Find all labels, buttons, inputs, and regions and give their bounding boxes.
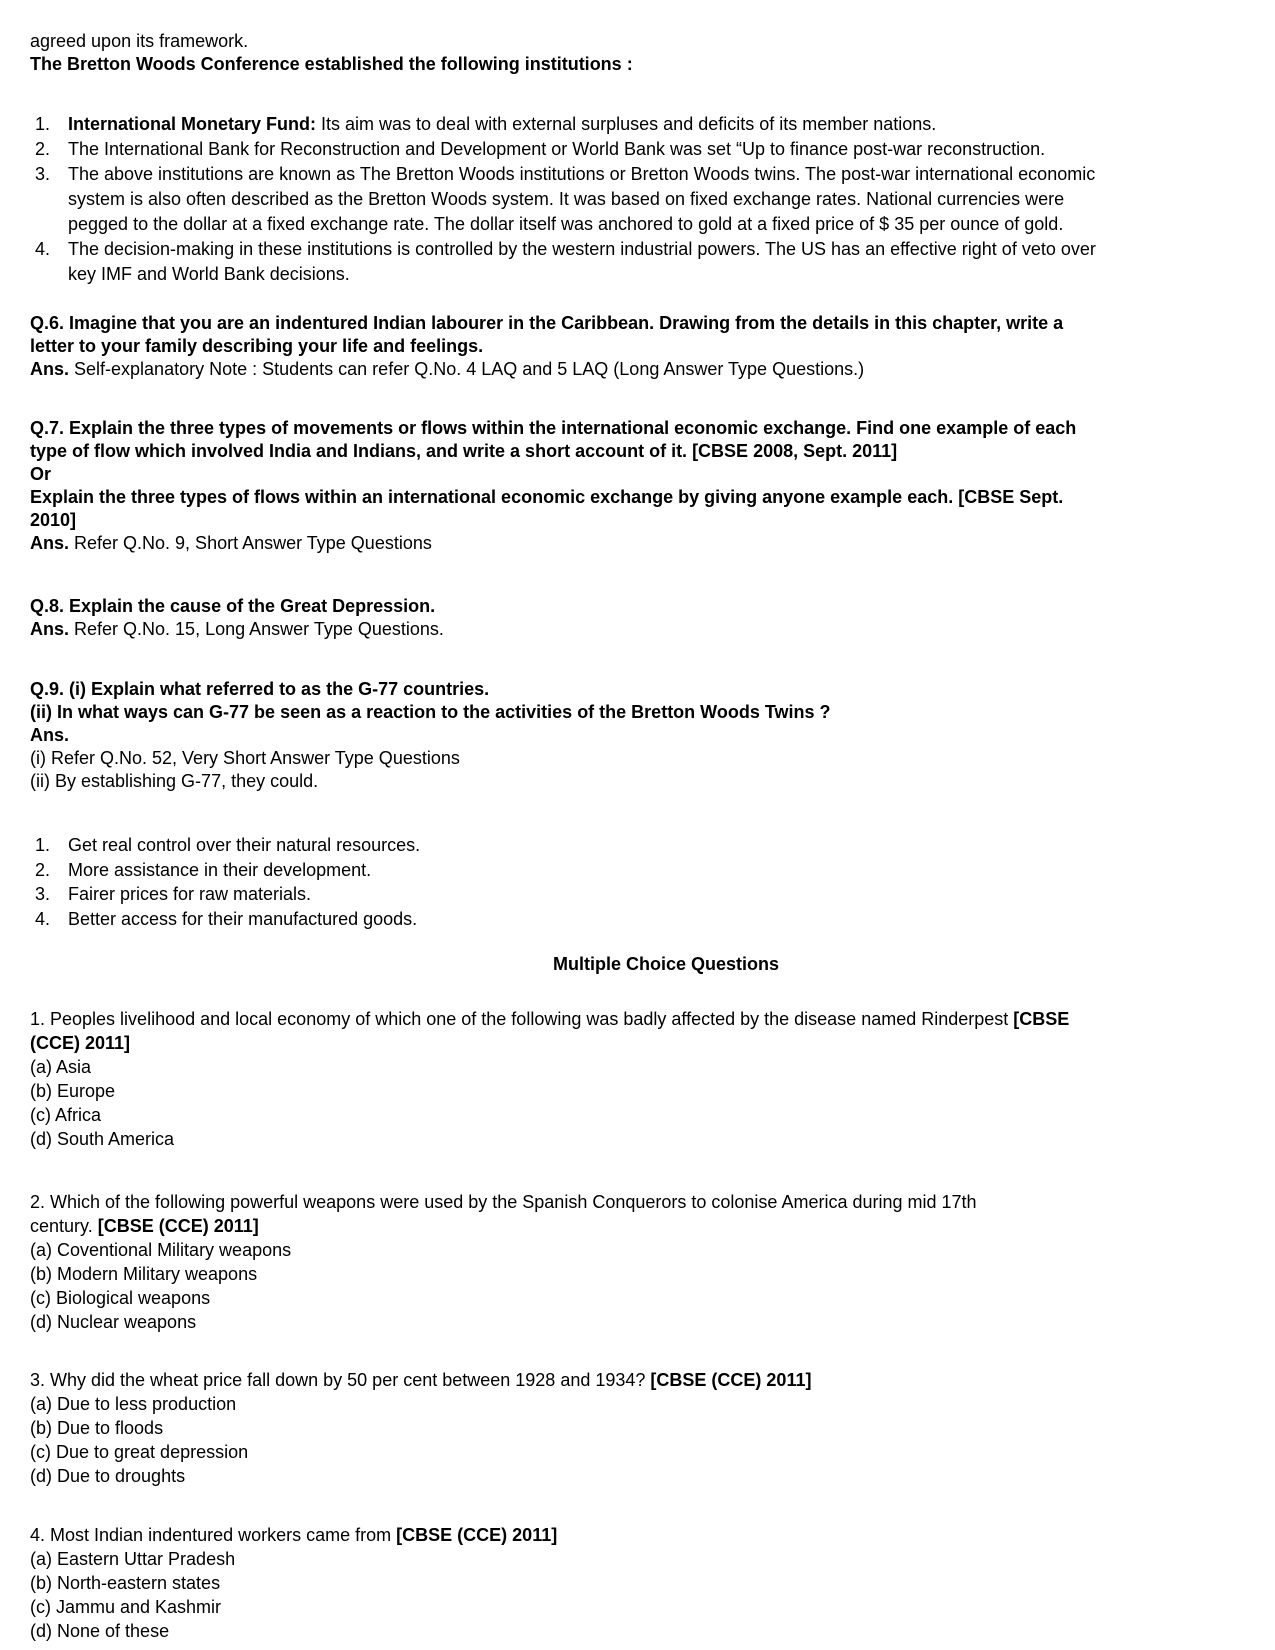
text-line [35,237,1247,262]
bold-text: Or [30,464,52,484]
text-line [30,30,1247,53]
text-line [30,1523,1247,1547]
text-line [30,1368,1247,1392]
list-item [35,833,1247,858]
text-line [30,1127,1247,1151]
bold-text: International Monetary Fund: [68,114,317,134]
bold-text: Q.8. Explain the cause of the Great Depression. [30,596,436,616]
text: (b) Modern Military weapons [30,1264,258,1284]
text-line [30,532,1247,555]
bold-text: Multiple Choice Questions [552,954,780,974]
text: (b) Europe [30,1081,116,1101]
list-number: 1. [35,114,51,134]
text: (d) None of these [30,1621,170,1641]
text: More assistance in their development. [68,859,372,880]
text-line [30,1595,1247,1619]
text-line [30,440,1247,463]
block-g77-list [30,833,1247,931]
block-mcq-4 [30,1523,1247,1643]
text-line [30,486,1247,509]
text-line [35,907,1247,932]
text-line [30,1310,1247,1334]
text: (c) Africa [30,1105,102,1125]
text-line [30,724,1247,747]
text-line [30,1079,1247,1103]
text: (c) Due to great depression [30,1442,249,1462]
text: (a) Due to less production [30,1394,237,1414]
text: (d) Due to droughts [30,1466,186,1486]
text: system is also often described as the Bretton Woods system. It was based on fixed exchange rates. National currencies were [68,189,1065,209]
bold-text: Q.9. (i) Explain what referred to as the G-77 countries. [30,679,490,699]
bold-text: [CBSE (CCE) 2011] [650,1370,812,1390]
text-line [30,1464,1247,1488]
text-line [30,1214,1247,1238]
list-number: 1. [35,835,51,855]
text: agreed upon its framework. [30,31,249,51]
bold-text: Ans. [30,533,70,553]
list-number: 4. [35,239,51,259]
text-line [30,747,1247,770]
bold-text: The Bretton Woods Conference established the following institutions : [30,54,633,74]
text-line [30,1031,1247,1055]
text: Self-explanatory Note : Students can refer Q.No. 4 LAQ and 5 LAQ (Long Answer Type Questions.) [69,359,865,379]
text-line [30,1392,1247,1416]
text: Refer Q.No. 15, Long Answer Type Questions. [69,619,444,639]
text-line [30,1190,1247,1214]
text-line [30,678,1247,701]
list-number: 2. [35,859,51,880]
text-line [30,1547,1247,1571]
text: pegged to the dollar at a fixed exchange rate. The dollar itself was anchored to gold at a fixed price of $ 35 per ounce of gold. [68,214,1064,234]
text: 1. Peoples livelihood and local economy of which one of the following was badly affected by the disease named Rinderpest [30,1009,1014,1029]
text-line [35,833,1247,858]
text: (i) Refer Q.No. 52, Very Short Answer Type Questions [30,748,460,768]
text: The International Bank for Reconstruction and Development or World Bank was set “Up to finance post-war reconstruction. [68,139,1046,159]
bold-text: Ans. [30,619,70,639]
text-line [30,1416,1247,1440]
text: Better access for their manufactured goods. [68,908,418,929]
list-item [35,162,1247,237]
text-line [68,262,1247,287]
list-item [35,237,1247,287]
text: key IMF and World Bank decisions. [68,264,350,284]
text: Get real control over their natural resources. [68,835,421,855]
text: 2. Which of the following powerful weapons were used by the Spanish Conquerors to colonise America during mid 17th [30,1192,977,1212]
list-number: 2. [35,139,51,159]
text-line [85,953,1247,976]
bold-text: [CBSE (CCE) 2011] [97,1216,259,1236]
text: The above institutions are known as The Bretton Woods institutions or Bretton Woods twins. The post-war international economic [68,164,1096,184]
text: 4. Most Indian indentured workers came from [30,1525,397,1545]
bold-text: Ans. [30,359,70,379]
text-line [30,618,1247,641]
bold-text: Explain the three types of flows within an international economic exchange by giving anyone example each. [CBSE Sept. [30,487,1064,507]
text-line [30,335,1247,358]
text: Fairer prices for raw materials. [68,884,312,904]
list-item [35,907,1247,932]
text-line [35,882,1247,907]
block-mcq-3 [30,1368,1247,1488]
text: century. [30,1216,98,1236]
text-line [30,1286,1247,1310]
bold-text: Q.7. Explain the three types of movements or flows within the international economic exchange. Find one example of each [30,418,1077,438]
text-line [30,1619,1247,1643]
bold-text: Ans. [30,725,70,745]
text: Its aim was to deal with external surpluses and deficits of its member nations. [316,114,937,134]
text-line [30,1055,1247,1079]
block-q9 [30,678,1247,793]
list-item [35,112,1247,137]
text-line [30,509,1247,532]
block-mcq-2 [30,1190,1247,1334]
list-item [35,137,1247,162]
text: (b) Due to floods [30,1418,164,1438]
block-mcq-1 [30,1007,1247,1151]
bold-text: (CCE) 2011] [30,1033,131,1053]
text-line [35,112,1247,137]
text-line [30,770,1247,793]
bold-text: (ii) In what ways can G-77 be seen as a reaction to the activities of the Bretton Woods Twins ? [30,702,831,722]
text-line [30,1440,1247,1464]
text: (ii) By establishing G-77, they could. [30,771,319,791]
text-line [35,137,1247,162]
text: (d) Nuclear weapons [30,1312,197,1332]
text-line [68,212,1247,237]
text-line [30,417,1247,440]
text: 3. Why did the wheat price fall down by 50 per cent between 1928 and 1934? [30,1370,651,1390]
bold-text: 2010] [30,510,77,530]
text-line [30,1262,1247,1286]
block-mcq-header [85,953,1247,976]
bold-text: Q.6. Imagine that you are an indentured Indian labourer in the Caribbean. Drawing from the details in this chapter, write a [30,313,1064,333]
text-line [35,858,1247,883]
bold-text: [CBSE [1013,1009,1070,1029]
text: (a) Eastern Uttar Pradesh [30,1549,236,1569]
text: (c) Jammu and Kashmir [30,1597,222,1617]
text-line [30,53,1247,76]
text: (a) Asia [30,1057,92,1077]
text: (c) Biological weapons [30,1288,211,1308]
bold-text: [CBSE (CCE) 2011] [396,1525,558,1545]
text: The decision-making in these institutions is controlled by the western industrial powers. The US has an effective right of veto over [68,239,1096,259]
text: (b) North-eastern states [30,1573,221,1593]
text-line [30,358,1247,381]
text-line [30,1103,1247,1127]
list-item [35,858,1247,883]
bold-text: type of flow which involved India and Indians, and write a short account of it. [CBSE 2008, Sept. 2011] [30,441,898,461]
list-number: 3. [35,884,51,904]
text-line [30,312,1247,335]
block-intro [30,30,1247,76]
text-line [30,595,1247,618]
list-item [35,882,1247,907]
block-institutions-list [30,112,1247,287]
text-line [30,1007,1247,1031]
text-line [30,463,1247,486]
block-q7 [30,417,1247,555]
block-q8 [30,595,1247,641]
list-number: 4. [35,908,51,929]
text-line [30,1571,1247,1595]
list-number: 3. [35,164,51,184]
block-q6 [30,312,1247,381]
text: Refer Q.No. 9, Short Answer Type Questions [69,533,432,553]
text: (a) Coventional Military weapons [30,1240,292,1260]
text-line [30,1238,1247,1262]
text: (d) South America [30,1129,175,1149]
text-line [35,162,1247,187]
bold-text: letter to your family describing your life and feelings. [30,336,484,356]
text-line [30,701,1247,724]
text-line [68,187,1247,212]
